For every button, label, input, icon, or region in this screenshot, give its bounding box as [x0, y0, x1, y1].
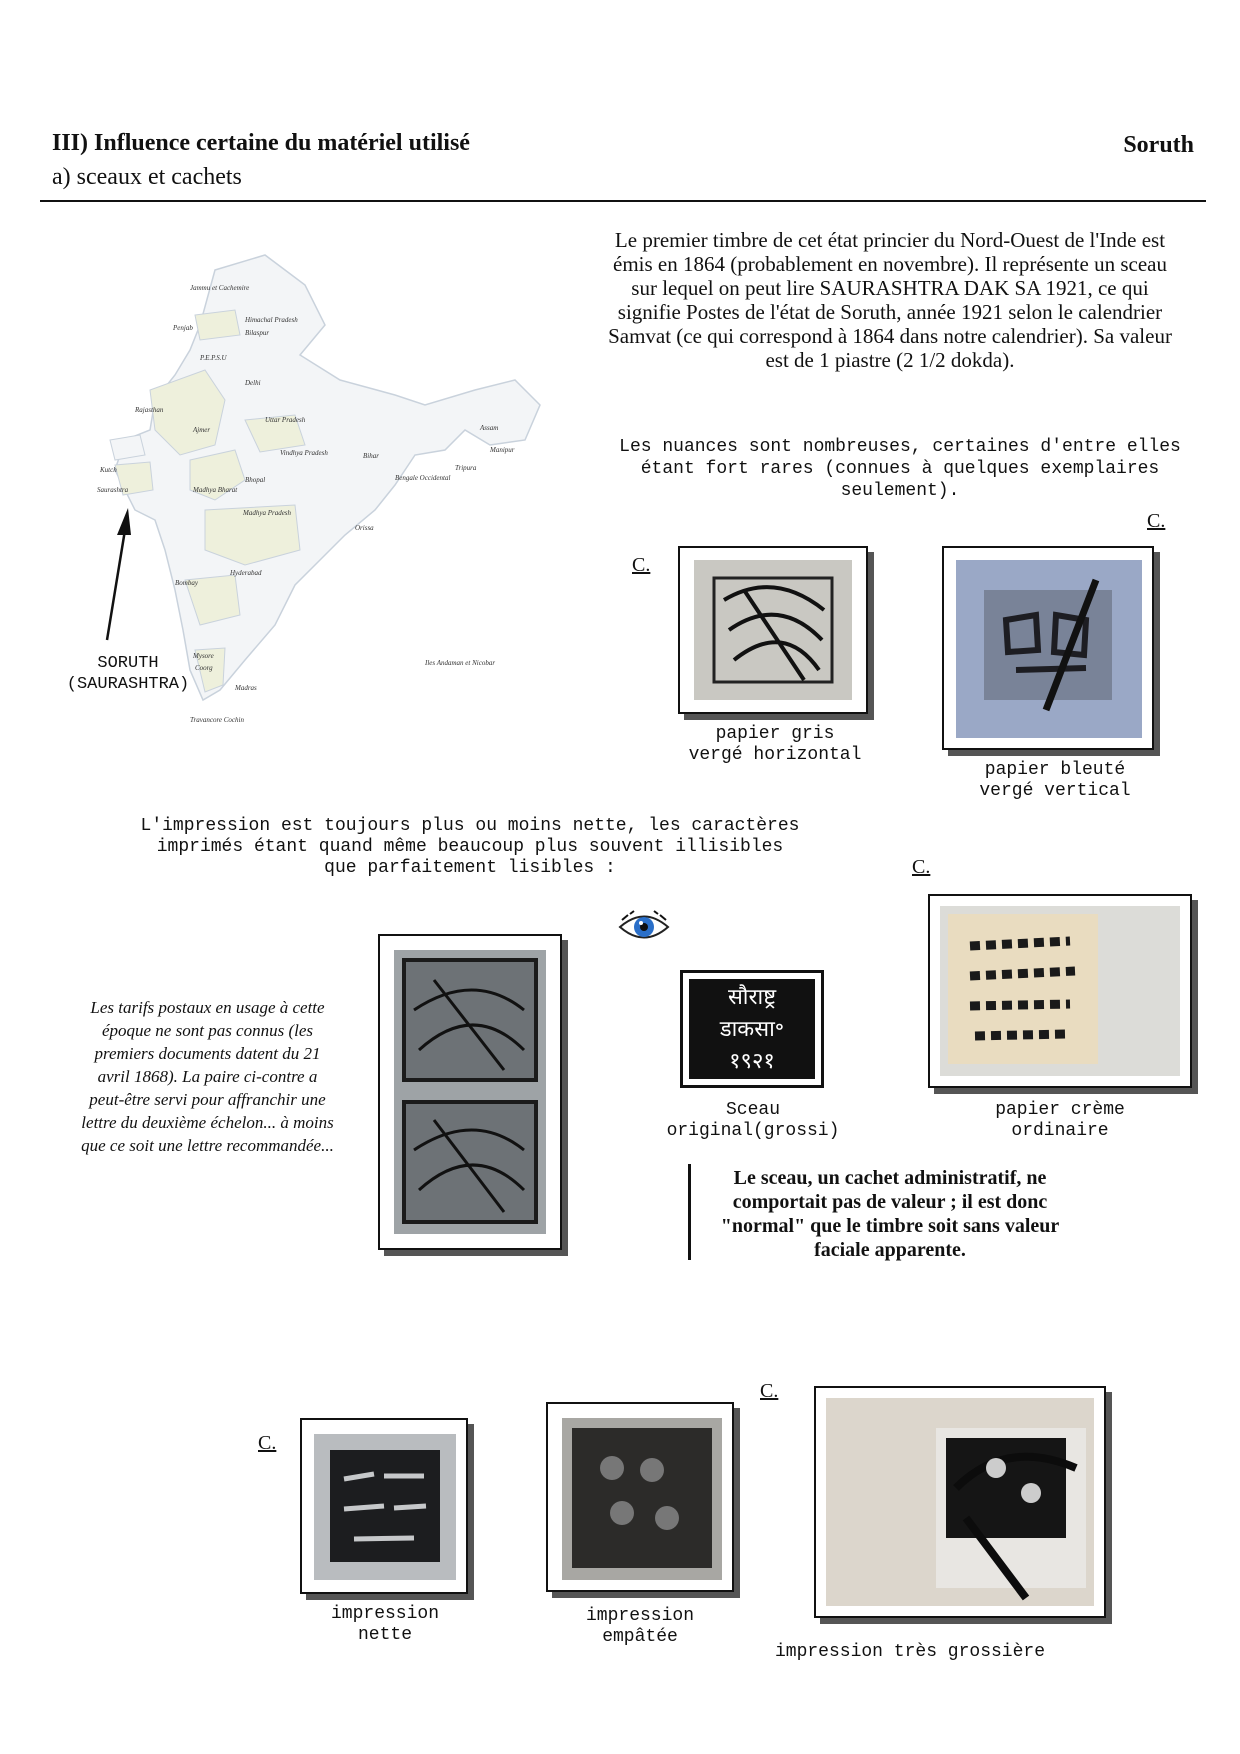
seal-line3: १९२१ [729, 1049, 775, 1074]
stamp-creme-drawing [940, 906, 1180, 1076]
map-label: Iles Andaman et Nicobar [425, 659, 496, 667]
map-arrow-label-line1: SORUTH [97, 654, 159, 673]
india-outline [115, 255, 540, 700]
caption-gris-line2: vergé horizontal [688, 745, 862, 765]
stamp-gris-image [694, 560, 852, 700]
seal-image [680, 970, 824, 1088]
map-label: Bengale Occidental [395, 474, 451, 482]
region-pepsu [195, 310, 240, 340]
sceau-note: Le sceau, un cachet administratif, ne comportait pas de valeur ; il est donc "normal" que le timbre soit sans valeur faciale apparente. [720, 1167, 1060, 1261]
map-label: Bihar [363, 452, 379, 460]
caption-creme-line2: ordinaire [1011, 1121, 1109, 1141]
map-label: Ajmer [193, 426, 211, 434]
map-label: Madhya Pradesh [243, 509, 292, 517]
stamp-pair-image [394, 950, 546, 1234]
caption-bleute [930, 760, 1180, 802]
certificate-mark: C. [258, 1432, 277, 1454]
caption-bleute-line2: vergé vertical [979, 781, 1131, 801]
nuances-text: Les nuances sont nombreuses, certaines d'entre elles étant fort rares (connues à quelques exemplaires seulement). [619, 437, 1181, 501]
map-label: Himachal Pradesh [245, 316, 298, 324]
note-bar [688, 1164, 691, 1260]
seal-text [689, 979, 815, 1078]
map-arrow-label-line2: (SAURASHTRA) [66, 675, 190, 694]
map-label: Hyderabad [230, 569, 262, 577]
seal-line2: डाकसा॰ [719, 1017, 785, 1042]
caption-empatee-line2: empâtée [602, 1627, 678, 1647]
stamp-gris [678, 546, 868, 714]
certificate-mark: C. [760, 1380, 779, 1402]
stamp-bleute-drawing [956, 560, 1142, 738]
map-arrow-label [38, 653, 218, 695]
stamp-grossiere-drawing [826, 1398, 1094, 1606]
map-label: Travancore Cochin [190, 716, 244, 724]
map-label: Tripura [455, 464, 477, 472]
stamp-nette-image [314, 1434, 456, 1580]
map-label: Kutch [100, 466, 117, 474]
caption-seal [648, 1100, 858, 1142]
caption-nette-line1: impression [330, 1604, 440, 1624]
stamp-bleute-image [956, 560, 1142, 738]
map-label: Penjab [173, 324, 193, 332]
seal-line1: सौराष्ट्र [727, 985, 777, 1010]
map-label: Bilaspur [245, 329, 270, 337]
map-label: Rajasthan [135, 406, 164, 414]
caption-seal-line2: original(grossi) [666, 1121, 840, 1141]
stamp-nette-drawing [314, 1434, 456, 1580]
stamp-empatee-image [562, 1418, 722, 1580]
stamp-creme [928, 894, 1192, 1088]
caption-creme [940, 1100, 1180, 1142]
caption-creme-line1: papier crème [995, 1100, 1125, 1120]
stamp-grossiere-image [826, 1398, 1094, 1606]
stamp-pair [378, 934, 562, 1250]
caption-gris [660, 724, 890, 766]
page-title: III) Influence certaine du matériel utilisé [52, 130, 470, 156]
print-note: L'impression est toujours plus ou moins nette, les caractères imprimés étant quand même beaucoup plus souvent illisibles que parfaitement lisibles : [140, 816, 800, 878]
caption-seal-line1: Sceau [725, 1100, 780, 1120]
stamp-empatee-drawing [562, 1418, 722, 1580]
caption-grossiere: impression très grossière [774, 1642, 1046, 1662]
stamp-nette [300, 1418, 468, 1594]
stamp-bleute [942, 546, 1154, 750]
certificate-mark: C. [1147, 510, 1166, 532]
intro-text: Le premier timbre de cet état princier du Nord-Ouest de l'Inde est émis en 1864 (probablement en novembre). Il représente un sceau sur lequel on peut lire SAURASHTRA DAK SA 1921, ce qui signifie Postes de l'état de Soruth, année 1921 selon le calendrier Samvat (ce qui correspond à 1864 dans notre calendrier). Sa valeur est de 1 piastre (2 1/2 dokda). [608, 228, 1172, 372]
stamp-pair-drawing [394, 950, 546, 1234]
certificate-mark: C. [632, 554, 651, 576]
caption-nette [290, 1604, 480, 1646]
map-label: Uttar Pradesh [265, 416, 306, 424]
stamp-empatee [546, 1402, 734, 1592]
map-label: Vindhya Pradesh [280, 449, 328, 457]
map-label: Saurashtra [97, 486, 129, 494]
map-label: Orissa [355, 524, 374, 532]
map-label: Manipur [490, 446, 515, 454]
caption-empatee-line1: impression [585, 1606, 695, 1626]
certificate-mark: C. [912, 856, 931, 878]
map-label: Jammu et Cachemire [190, 284, 250, 292]
caption-bleute-line1: papier bleuté [984, 760, 1126, 780]
map-label: Coorg [195, 664, 213, 672]
stamp-gris-drawing [694, 560, 852, 700]
caption-nette-line2: nette [357, 1625, 412, 1645]
map-label: Delhi [245, 379, 261, 387]
header-rule [40, 200, 1206, 202]
stamp-grossiere [814, 1386, 1106, 1618]
seal-inner [689, 979, 815, 1079]
eye-icon [618, 910, 670, 944]
map-label: Bombay [175, 579, 198, 587]
map-label: Mysore [193, 652, 214, 660]
arrow-icon [107, 508, 131, 640]
map-label: Assam [480, 424, 499, 432]
map-label: P.E.P.S.U [200, 354, 227, 362]
region-kutch [110, 435, 145, 460]
map-label: Madras [235, 684, 257, 692]
country-heading: Soruth [1123, 132, 1194, 158]
stamp-creme-image [940, 906, 1180, 1076]
map-label: Bhopal [245, 476, 266, 484]
tariffs-text: Les tarifs postaux en usage à cette époque ne sont pas connus (les premiers documents datent du 21 avril 1868). La paire ci-contre a peut-être servi pour affranchir une lettre du deuxième échelon... à moins que ce soit une lettre recommandée... [81, 998, 334, 1155]
page-subtitle: a) sceaux et cachets [52, 164, 242, 190]
caption-gris-line1: papier gris [715, 724, 835, 744]
map-label: Madhya Bharat [193, 486, 238, 494]
